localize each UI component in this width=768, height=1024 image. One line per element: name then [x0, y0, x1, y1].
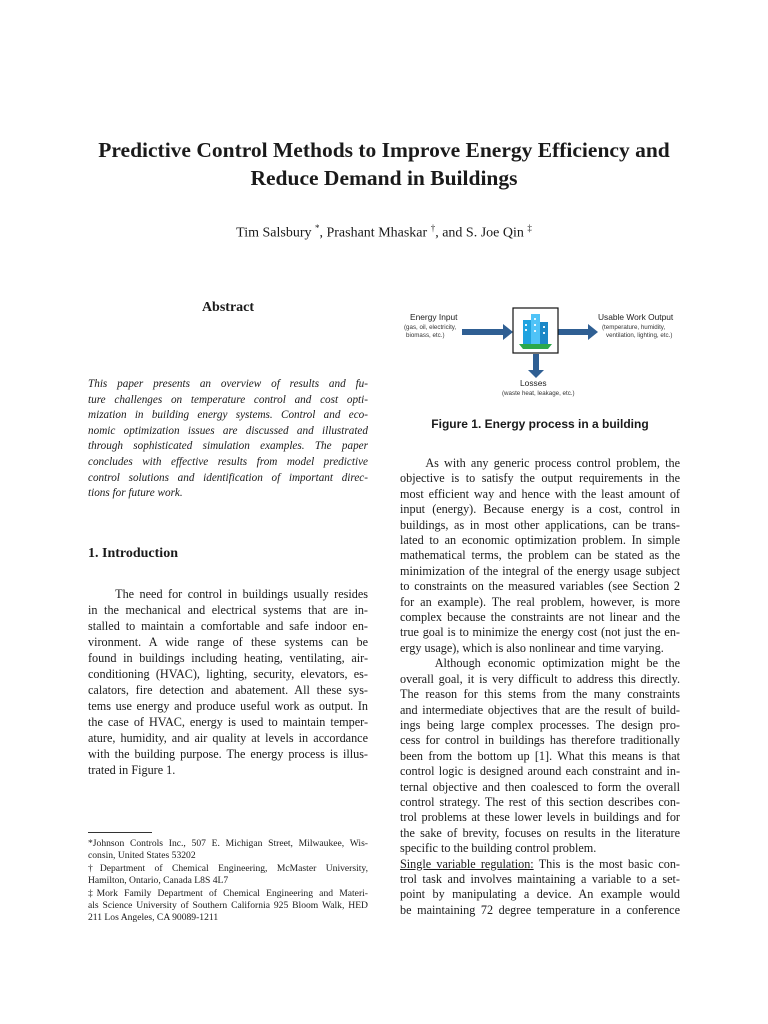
- text-line: found in buildings including heating, ventilating, air-: [88, 651, 368, 665]
- title-line: Reduce Demand in Buildings: [250, 166, 518, 190]
- text-line: true goal is to minimize the energy cost (not just the en-: [400, 625, 680, 640]
- affiliation-mark: ‡: [527, 223, 532, 233]
- text-line: This paper presents an overview of results and fu-: [88, 378, 368, 390]
- text-line: vironment. A wide range of these systems can be: [88, 635, 368, 649]
- text-line: overall goal, it is very difficult to address this directly.: [400, 671, 680, 686]
- text-line: trol task and involves maintaining a variable to a set-: [400, 871, 680, 886]
- text-line: to constraints on the measured variables (see Section 2: [400, 579, 680, 594]
- text-line: trol problems at these lower levels in buildings and for: [400, 810, 680, 825]
- figure-energy-process: [398, 302, 688, 402]
- footnote-line: als Science University of Southern California 925 Bloom Walk, HED: [88, 900, 368, 912]
- energy-input-detail: [404, 324, 456, 339]
- text-line: tions for future work.: [88, 487, 183, 500]
- text-line: in the mechanical and electrical systems that are in-: [88, 603, 368, 617]
- output-arrow: [558, 324, 598, 340]
- footnote-line: 211 Los Angeles, CA 90089-1211: [88, 912, 219, 924]
- affiliation-mark: *: [314, 223, 320, 233]
- text-line: with the building purpose. The energy process is illus-: [88, 747, 368, 761]
- energy-input-detail-line: (gas, oil, electricity,: [404, 324, 457, 331]
- text-line: and intermediate objectives that are the result of build-: [400, 702, 680, 717]
- text-line: trated in Figure 1.: [88, 763, 176, 777]
- text-line: through sophisticated simulation examples. The paper: [88, 440, 368, 453]
- text-line: concludes with effective results from model predictive: [88, 455, 368, 468]
- text-line: most efficient way and hence with the least amount of: [400, 486, 680, 501]
- text-line: input (energy). Because energy is a cost, control in: [400, 502, 680, 517]
- author-name: and S. Joe Qin: [442, 225, 524, 241]
- text-line: point by manipulating a device. An example would: [400, 887, 680, 902]
- text-line: [400, 857, 680, 872]
- text-line: cess for control in buildings has therefore traditionally: [400, 733, 680, 748]
- footnote-line: *Johnson Controls Inc., 507 E. Michigan Street, Milwaukee, Wis-: [88, 838, 368, 849]
- paper-title: [40, 136, 728, 192]
- text-line: lated to an economic optimization problem. In simple: [400, 533, 680, 548]
- author-name: Tim Salsbury: [236, 225, 312, 241]
- text-line: stalled to maintain a comfortable and safe indoor en-: [88, 619, 368, 633]
- losses-detail: (waste heat, leakage, etc.): [502, 390, 575, 397]
- abstract-body: [88, 377, 368, 502]
- usable-work-output-detail: [602, 324, 672, 339]
- text-line: The reason for this stems from the many constraints: [400, 687, 680, 702]
- text-line: As with any generic process control problem, the: [400, 456, 680, 470]
- author-name: Prashant Mhaskar: [326, 225, 428, 241]
- section-heading: 1. Introduction: [88, 546, 178, 561]
- text-line: been from the bottom up [1]. What this means is that: [400, 748, 680, 763]
- text-line: mathematical terms, the problem can be stated as the: [400, 548, 680, 563]
- text-line: ature, humidity, and air quality at levels in accordance: [88, 731, 368, 745]
- text-fragment: This is the most basic con-: [533, 856, 680, 871]
- text-line: for an example). The real problem, however, is more: [400, 594, 680, 609]
- text-line: specific to the building control problem.: [400, 841, 597, 856]
- text-line: minimization of the integral of the energy usage subject: [400, 563, 680, 578]
- text-line: nomic optimization issues are discussed and illustrated: [88, 424, 368, 437]
- text-line: calators, fire detection and abatement. All these sys-: [88, 683, 368, 697]
- input-arrow: [462, 324, 513, 340]
- footnote-line: †Department of Chemical Engineering, McMaster University,: [88, 862, 368, 874]
- text-line: objective is to satisfy the output requirements in the: [400, 471, 680, 486]
- affiliation-mark: †: [430, 223, 436, 233]
- footnote-line: consin, United States 53202: [88, 850, 196, 862]
- footnote-rule: [88, 832, 152, 833]
- footnote-line: Hamilton, Ontario, Canada L8S 4L7: [88, 875, 229, 887]
- text-line: ergy usage), which is also nonlinear and time varying.: [400, 640, 664, 655]
- text-line: the sake of brevity, focuses on results in the literature: [400, 825, 680, 840]
- text-line: ture challenges on temperature control and cost opti-: [88, 393, 368, 406]
- losses-arrow: [528, 354, 544, 378]
- text-line: the case of HVAC, energy is used to maintain temper-: [88, 715, 368, 729]
- introduction-body: [88, 586, 368, 778]
- usable-work-output-detail-line: (temperature, humidity,: [602, 324, 666, 331]
- footnotes: [88, 838, 368, 925]
- energy-input-detail-line: biomass, etc.): [406, 331, 445, 339]
- author-list: Tim Salsbury *, Prashant Mhaskar †, and S. Joe Qin ‡: [236, 223, 532, 241]
- text-line: ings being large complex processes. The design pro-: [400, 717, 680, 732]
- figure-caption: Figure 1. Energy process in a building: [431, 417, 649, 431]
- usable-work-output-detail-line: ventilation, lighting, etc.): [606, 331, 673, 339]
- energy-input-label: Energy Input: [410, 312, 458, 322]
- text-line: complex because the constraints are not linear and the: [400, 610, 680, 625]
- text-line: tems use energy and produce useful work as output. In: [88, 699, 368, 713]
- right-column-body: [400, 456, 680, 918]
- text-line: control strategy. The rest of this section describes con-: [400, 794, 680, 809]
- title-line: Predictive Control Methods to Improve Energy Efficiency and: [98, 138, 670, 162]
- text-line: The need for control in buildings usually resides: [88, 587, 368, 601]
- text-line: control solutions and identification of important direc-: [88, 471, 368, 484]
- text-line: mization in building energy systems. Control and eco-: [88, 409, 368, 422]
- text-line: buildings, as in most other applications, can be trans-: [400, 517, 680, 532]
- text-line: control logic is designed around each constraint and in-: [400, 764, 680, 779]
- losses-label: Losses: [520, 378, 547, 388]
- text-line: ternal objective and then coalesced to form the overall: [400, 779, 680, 794]
- footnote-line: ‡Mork Family Department of Chemical Engineering and Materi-: [88, 887, 368, 899]
- usable-work-output-label: Usable Work Output: [598, 312, 674, 322]
- paragraph-label-single-variable-regulation: Single variable regulation:: [400, 856, 534, 871]
- abstract-heading: Abstract: [201, 300, 255, 315]
- text-line: be maintaining 72 degree temperature in a conference: [400, 902, 680, 917]
- text-line: conditioning (HVAC), lighting, security, elevators, es-: [88, 667, 368, 681]
- text-line: Although economic optimization might be the: [400, 656, 680, 671]
